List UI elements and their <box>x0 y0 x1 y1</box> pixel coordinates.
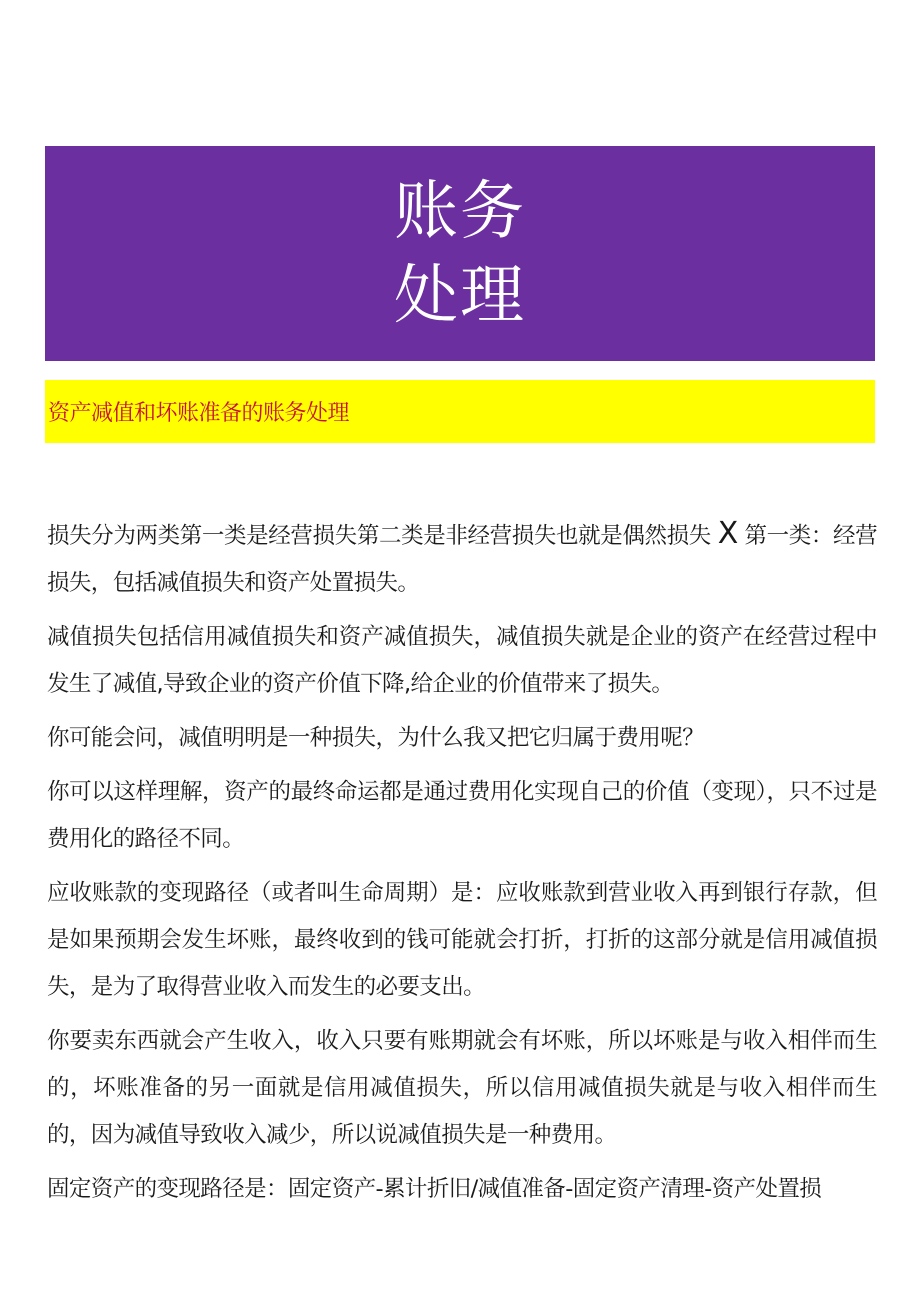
paragraph-1 <box>47 510 877 607</box>
title-line-1: 账务 <box>394 174 526 249</box>
paragraph-2: 减值损失包括信用减值损失和资产减值损失，减值损失就是企业的资产在经营过程中发生了减值,导致企业的资产价值下降,给企业的价值带来了损失。 <box>47 624 877 697</box>
subtitle-bar <box>45 380 875 443</box>
paragraph-5: 应收账款的变现路径（或者叫生命周期）是：应收账款到营业收入再到银行存款，但是如果预期会发生坏账，最终收到的钱可能就会打折，打折的这部分就是信用减值损失，是为了取得营业收入而发生的必要支出。 <box>47 880 877 1000</box>
paragraph-3: 你可能会问，减值明明是一种损失，为什么我又把它归属于费用呢？ <box>47 725 705 751</box>
body-text <box>47 510 877 1220</box>
x-mark: X <box>717 516 738 551</box>
paragraph-4: 你可以这样理解，资产的最终命运都是通过费用化实现自己的价值（变现），只不过是费用化的路径不同。 <box>47 779 877 852</box>
paragraph-1-start: 损失分为两类第一类是经营损失第二类是非经营损失也就是偶然损失 <box>47 523 711 549</box>
paragraph-1-end: 第一类：经营损失，包括减值损失和资产处置损失。 <box>47 523 878 596</box>
title-line-2: 处理 <box>394 258 526 333</box>
subtitle-text: 资产减值和坏账准备的账务处理 <box>48 401 350 426</box>
paragraph-7: 固定资产的变现路径是：固定资产-累计折旧/减值准备-固定资产清理-资产处置损 <box>47 1176 822 1202</box>
paragraph-6: 你要卖东西就会产生收入，收入只要有账期就会有坏账，所以坏账是与收入相伴而生的，坏账准备的另一面就是信用减值损失，所以信用减值损失就是与收入相伴而生的，因为减值导致收入减少，所以说减值损失是一种费用。 <box>47 1028 877 1148</box>
title-banner <box>45 146 875 361</box>
